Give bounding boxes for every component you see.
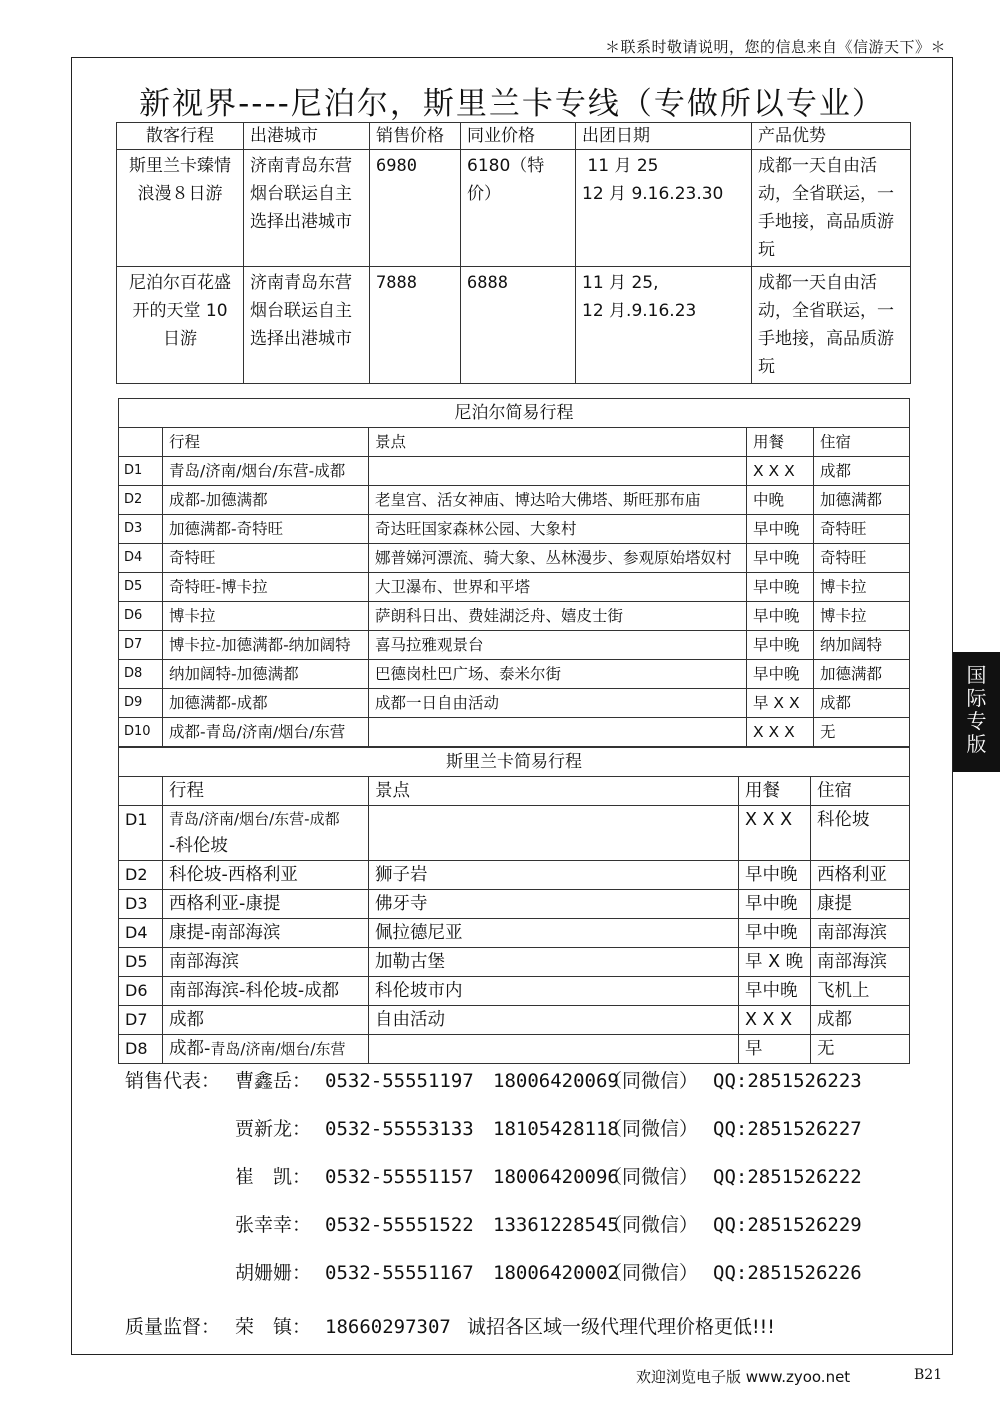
itinerary-row <box>119 573 910 602</box>
rep-name: 崔 凯： <box>235 1166 312 1188</box>
meals-cell: X X X <box>747 718 814 747</box>
nepal-itinerary-table <box>118 398 910 747</box>
header-cell: 散客行程 <box>117 123 244 150</box>
header-cell: 住宿 <box>814 428 910 457</box>
rep-name: 张幸幸： <box>235 1214 312 1236</box>
lodging-cell: 科伦坡 <box>811 806 910 861</box>
header-cell: 同业价格 <box>461 123 576 150</box>
rep-wechat-note: （同微信） <box>603 1214 699 1236</box>
route-cell: 成都 <box>163 1006 369 1035</box>
meals-cell: 中晚 <box>747 486 814 515</box>
route-cell: 加德满都-成都 <box>163 689 369 718</box>
sights-cell: 佛牙寺 <box>369 890 739 919</box>
sights-cell <box>369 806 739 861</box>
lodging-cell: 无 <box>814 718 910 747</box>
header-cell: 景点 <box>369 777 739 806</box>
rep-phone: 0532-55551157 <box>325 1166 474 1188</box>
itinerary-row <box>119 544 910 573</box>
route-cell: 成都-青岛/济南/烟台/东营 <box>163 1035 369 1064</box>
rep-name: 贾新龙： <box>235 1118 312 1140</box>
meals-cell: 早中晚 <box>747 573 814 602</box>
day-label: D6 <box>119 602 163 631</box>
sights-cell: 加勒古堡 <box>369 948 739 977</box>
itinerary-row <box>119 486 910 515</box>
peer-price: 6888 <box>461 267 576 384</box>
lodging-cell: 成都 <box>811 1006 910 1035</box>
lodging-cell: 康提 <box>811 890 910 919</box>
day-label: D8 <box>119 660 163 689</box>
header-cell: 行程 <box>163 777 369 806</box>
itinerary-row <box>119 1006 910 1035</box>
sights-cell <box>369 1035 739 1064</box>
page-number: B21 <box>914 1367 943 1383</box>
header-cell: 出港城市 <box>244 123 370 150</box>
meals-cell: 早中晚 <box>747 602 814 631</box>
sights-cell: 喜马拉雅观景台 <box>369 631 747 660</box>
lodging-cell: 成都 <box>814 457 910 486</box>
lodging-cell: 飞机上 <box>811 977 910 1006</box>
product-row <box>117 150 911 267</box>
rep-qq: QQ:2851526222 <box>713 1166 862 1188</box>
sales-rep-row <box>125 1258 862 1285</box>
itinerary-row <box>119 457 910 486</box>
sale-price: 6980 <box>370 150 461 267</box>
sales-rep-row <box>125 1162 862 1189</box>
rep-name: 胡姗姗： <box>235 1262 312 1284</box>
rep-wechat-note: （同微信） <box>603 1118 699 1140</box>
day-label: D3 <box>119 890 163 919</box>
meals-cell: X X X <box>739 1006 811 1035</box>
itinerary-row <box>119 602 910 631</box>
srilanka-itinerary-table <box>118 747 910 1064</box>
meals-cell: 早 X X <box>747 689 814 718</box>
product-row <box>117 267 911 384</box>
product-name: 尼泊尔百花盛 开的天堂 10 日游 <box>117 267 244 384</box>
lodging-cell: 加德满都 <box>814 660 910 689</box>
rep-mobile: 18105428118 <box>493 1118 619 1140</box>
rep-phone: 0532-55551167 <box>325 1262 474 1284</box>
sales-label: 销售代表： <box>125 1070 221 1092</box>
day-label: D2 <box>119 486 163 515</box>
day-label: D8 <box>119 1035 163 1064</box>
lodging-cell: 奇特旺 <box>814 544 910 573</box>
meals-cell: 早中晚 <box>747 631 814 660</box>
header-cell: 景点 <box>369 428 747 457</box>
rep-phone: 0532-55553133 <box>325 1118 474 1140</box>
sights-cell: 巴德岗杜巴广场、泰米尔街 <box>369 660 747 689</box>
sights-cell: 佩拉德尼亚 <box>369 919 739 948</box>
lodging-cell: 成都 <box>814 689 910 718</box>
nepal-itinerary-title: 尼泊尔简易行程 <box>119 399 910 428</box>
sales-rep-row <box>125 1114 862 1141</box>
itinerary-row <box>119 689 910 718</box>
departure-dates: 11 月 25 12 月 9.16.23.30 <box>576 150 752 267</box>
day-label: D7 <box>119 631 163 660</box>
day-label: D1 <box>119 806 163 861</box>
meals-cell: X X X <box>747 457 814 486</box>
rep-name: 曹鑫岳： <box>235 1070 312 1092</box>
sights-cell <box>369 457 747 486</box>
sale-price: 7888 <box>370 267 461 384</box>
sights-cell: 自由活动 <box>369 1006 739 1035</box>
sights-cell: 科伦坡市内 <box>369 977 739 1006</box>
route-cell: 纳加阔特-加德满都 <box>163 660 369 689</box>
itinerary-row <box>119 515 910 544</box>
lodging-cell: 加德满都 <box>814 486 910 515</box>
day-label: D5 <box>119 948 163 977</box>
lodging-cell: 西格利亚 <box>811 861 910 890</box>
sights-cell: 成都一日自由活动 <box>369 689 747 718</box>
lodging-cell: 南部海滨 <box>811 919 910 948</box>
route-cell: 成都-加德满都 <box>163 486 369 515</box>
day-label: D1 <box>119 457 163 486</box>
product-advantage: 成都一天自由活 动，全省联运，一 手地接，高品质游 玩 <box>752 267 911 384</box>
itinerary-row <box>119 890 910 919</box>
sales-rep-row <box>125 1210 862 1237</box>
rep-phone: 0532-55551522 <box>325 1214 474 1236</box>
rep-mobile: 13361228545 <box>493 1214 619 1236</box>
departure-cities: 济南青岛东营 烟台联运自主 选择出港城市 <box>244 150 370 267</box>
header-cell <box>119 428 163 457</box>
meals-cell: 早中晚 <box>739 919 811 948</box>
day-label: D2 <box>119 861 163 890</box>
route-cell: 南部海滨-科伦坡-成都 <box>163 977 369 1006</box>
route-cell: 奇特旺-博卡拉 <box>163 573 369 602</box>
route-cell: 科伦坡-西格利亚 <box>163 861 369 890</box>
day-label: D4 <box>119 544 163 573</box>
departure-dates: 11 月 25, 12 月.9.16.23 <box>576 267 752 384</box>
rep-qq: QQ:2851526229 <box>713 1214 862 1236</box>
itinerary-row <box>119 948 910 977</box>
day-label: D7 <box>119 1006 163 1035</box>
lodging-cell: 无 <box>811 1035 910 1064</box>
header-cell: 用餐 <box>739 777 811 806</box>
rep-phone: 0532-55551197 <box>325 1070 474 1092</box>
lodging-cell: 博卡拉 <box>814 573 910 602</box>
meals-cell: 早中晚 <box>747 660 814 689</box>
sights-cell: 老皇宫、活女神庙、博达哈大佛塔、斯旺那布庙 <box>369 486 747 515</box>
route-cell: 西格利亚-康提 <box>163 890 369 919</box>
day-label: D9 <box>119 689 163 718</box>
product-table-header <box>117 123 911 150</box>
day-label: D6 <box>119 977 163 1006</box>
header-cell: 出团日期 <box>576 123 752 150</box>
day-label: D10 <box>119 718 163 747</box>
meals-cell: 早中晚 <box>747 544 814 573</box>
sights-cell: 娜普娣河漂流、骑大象、丛林漫步、参观原始塔奴村 <box>369 544 747 573</box>
itinerary-row <box>119 919 910 948</box>
meals-cell: X X X <box>739 806 811 861</box>
route-cell: 南部海滨 <box>163 948 369 977</box>
footer-link-text: 欢迎浏览电子版 www.zyoo.net <box>636 1368 851 1386</box>
route-cell: 成都-青岛/济南/烟台/东营 <box>163 718 369 747</box>
day-label: D4 <box>119 919 163 948</box>
quality-name: 荣 镇： <box>235 1316 312 1338</box>
quality-phone: 18660297307 <box>325 1316 451 1338</box>
header-cell: 住宿 <box>811 777 910 806</box>
header-note: ＊联系时敬请说明，您的信息来自《信游天下》＊ <box>604 38 946 56</box>
itinerary-row <box>119 806 910 861</box>
sights-cell <box>369 718 747 747</box>
meals-cell: 早中晚 <box>739 890 811 919</box>
nepal-itinerary-header <box>119 428 910 457</box>
route-cell: 奇特旺 <box>163 544 369 573</box>
rep-mobile: 18006420096 <box>493 1166 619 1188</box>
route-cell: 博卡拉 <box>163 602 369 631</box>
srilanka-itinerary-title: 斯里兰卡简易行程 <box>119 748 910 777</box>
departure-cities: 济南青岛东营 烟台联运自主 选择出港城市 <box>244 267 370 384</box>
sales-rep-row <box>125 1066 862 1093</box>
itinerary-row <box>119 977 910 1006</box>
itinerary-row <box>119 631 910 660</box>
rep-qq: QQ:2851526227 <box>713 1118 862 1140</box>
route-cell: 康提-南部海滨 <box>163 919 369 948</box>
header-cell: 行程 <box>163 428 369 457</box>
srilanka-itinerary-header <box>119 777 910 806</box>
rep-wechat-note: （同微信） <box>603 1262 699 1284</box>
route-cell: 加德满都-奇特旺 <box>163 515 369 544</box>
sights-cell: 大卫瀑布、世界和平塔 <box>369 573 747 602</box>
peer-price: 6180（特价） <box>461 150 576 267</box>
header-cell <box>119 777 163 806</box>
meals-cell: 早 X 晚 <box>739 948 811 977</box>
itinerary-row <box>119 1035 910 1064</box>
meals-cell: 早中晚 <box>739 861 811 890</box>
rep-qq: QQ:2851526223 <box>713 1070 862 1092</box>
itinerary-row <box>119 660 910 689</box>
rep-mobile: 18006420069 <box>493 1070 619 1092</box>
product-advantage: 成都一天自由活 动，全省联运，一 手地接，高品质游 玩 <box>752 150 911 267</box>
product-table <box>116 122 911 384</box>
route-cell: 青岛/济南/烟台/东营-成都 <box>163 457 369 486</box>
sights-cell: 狮子岩 <box>369 861 739 890</box>
header-cell: 用餐 <box>747 428 814 457</box>
route-cell: 青岛/济南/烟台/东营-成都 -科伦坡 <box>163 806 369 861</box>
lodging-cell: 纳加阔特 <box>814 631 910 660</box>
lodging-cell: 南部海滨 <box>811 948 910 977</box>
lodging-cell: 奇特旺 <box>814 515 910 544</box>
international-edition-tab: 国 际 专 版 <box>953 652 1000 772</box>
recruit-slogan: 诚招各区域一级代理代理价格更低!!! <box>467 1316 775 1338</box>
rep-mobile: 18006420002 <box>493 1262 619 1284</box>
meals-cell: 早 <box>739 1035 811 1064</box>
product-name: 斯里兰卡臻情 浪漫８日游 <box>117 150 244 267</box>
lodging-cell: 博卡拉 <box>814 602 910 631</box>
meals-cell: 早中晚 <box>747 515 814 544</box>
page-title: 新视界----尼泊尔，斯里兰卡专线（专做所以专业） <box>139 86 885 122</box>
header-cell: 产品优势 <box>752 123 911 150</box>
itinerary-row <box>119 861 910 890</box>
rep-wechat-note: （同微信） <box>603 1070 699 1092</box>
quality-supervision-row <box>125 1312 775 1339</box>
day-label: D5 <box>119 573 163 602</box>
day-label: D3 <box>119 515 163 544</box>
rep-qq: QQ:2851526226 <box>713 1262 862 1284</box>
itinerary-row <box>119 718 910 747</box>
sights-cell: 萨朗科日出、费娃湖泛舟、嬉皮士街 <box>369 602 747 631</box>
header-cell: 销售价格 <box>370 123 461 150</box>
quality-label: 质量监督： <box>125 1316 221 1338</box>
meals-cell: 早中晚 <box>739 977 811 1006</box>
sights-cell: 奇达旺国家森林公园、大象村 <box>369 515 747 544</box>
route-cell: 博卡拉-加德满都-纳加阔特 <box>163 631 369 660</box>
rep-wechat-note: （同微信） <box>603 1166 699 1188</box>
